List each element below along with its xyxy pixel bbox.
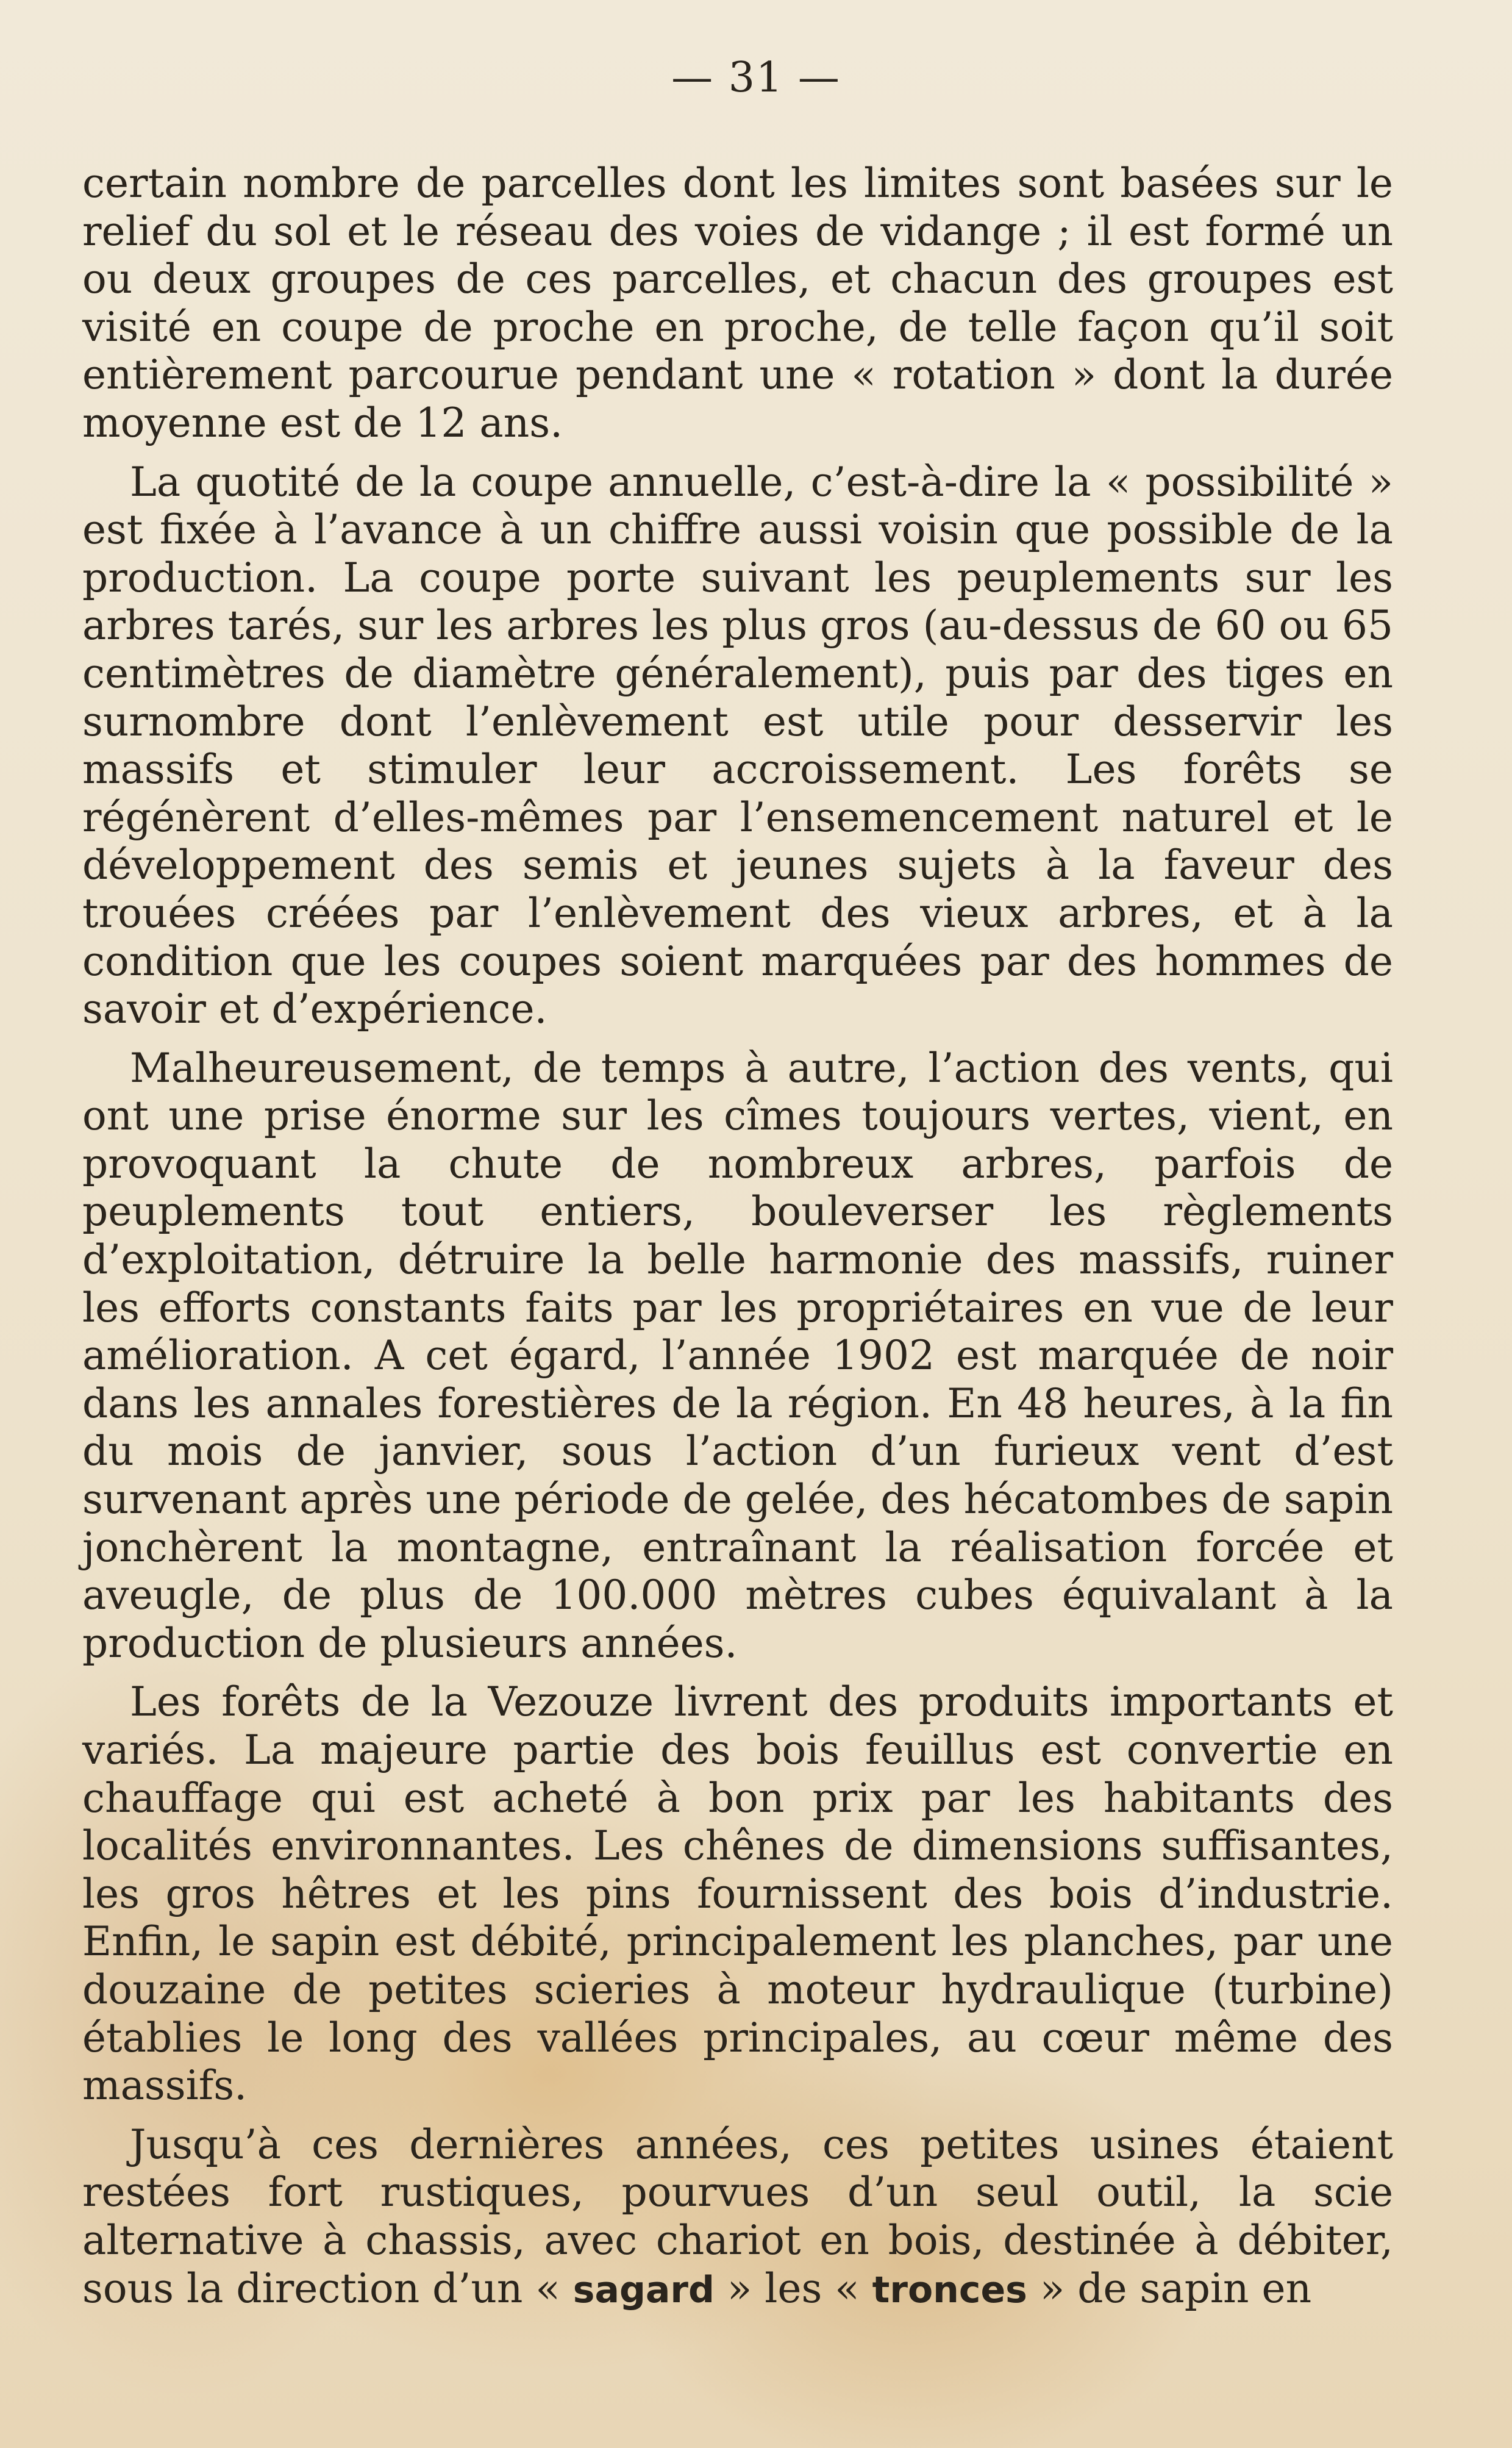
body-text [82,160,1393,2314]
paragraph-3: Malheureusement, de temps à autre, l’action des vents, qui ont une prise énorme sur les cîmes toujours vertes, vient, en provoquant la chute de nombreux arbres, parfois de peuplements tout entiers, bouleverser les règlements d’exploitation, détruire la belle harmonie des massifs, ruiner les efforts constants faits par les propriétaires en vue de leur amélioration. A cet égard, l’année 1902 est marquée de noir dans les annales forestières de la région. En 48 heures, à la fin du mois de janvier, sous l’action d’un furieux vent d’est survenant après une période de gelée, des hécatombes de sapin jonchèrent la montagne, entraînant la réalisation forcée et aveugle, de plus de 100.000 mètres cubes équivalant à la production de plusieurs années. [82,1044,1393,1667]
paragraph-5-text-middle: » les « [714,2264,872,2312]
paragraph-5-text-end: » de sapin en [1027,2264,1312,2312]
paragraph-5-text-start: Jusqu’à ces dernières années, ces petites usines étaient restées fort rustiques, pourvues d’un seul outil, la scie alternative à chassis, avec chariot en bois, destinée à débiter, sous la direction d’un « [82,2121,1393,2312]
paragraph-5 [82,2121,1393,2314]
paragraph-2: La quotité de la coupe annuelle, c’est-à-dire la « possibilité » est fixée à l’avance à un chiffre aussi voisin que possible de la production. La coupe porte suivant les peuplements sur les arbres tarés, sur les arbres les plus gros (au-dessus de 60 ou 65 centimètres de diamètre généralement), puis par des tiges en surnombre dont l’enlèvement est utile pour desservir les massifs et stimuler leur accroissement. Les forêts se régénèrent d’elles-mêmes par l’ensemencement naturel et le développement des semis et jeunes sujets à la faveur des trouées créées par l’enlèvement des vieux arbres, et à la condition que les coupes soient marquées par des hommes de savoir et d’expérience. [82,458,1393,1033]
paragraph-1: certain nombre de parcelles dont les limites sont basées sur le relief du sol et le réseau des voies de vidange ; il est formé un ou deux groupes de ces parcelles, et chacun des groupes est visité en coupe de proche en proche, de telle façon qu’il soit entièrement parcourue pendant une « rotation » dont la durée moyenne est de 12 ans. [82,160,1393,446]
term-sagard: sagard [572,2268,715,2311]
page-number: — 31 — [671,54,841,102]
term-tronces: tronces [872,2268,1027,2311]
paragraph-4: Les forêts de la Vezouze livrent des produits importants et variés. La majeure partie des bois feuillus est convertie en chauffage qui est acheté à bon prix par les habitants des localités environnantes. Les chênes de dimensions suffisantes, les gros hêtres et les pins fournissent des bois d’industrie. Enfin, le sapin est débité, principalement les planches, par une douzaine de petites scieries à moteur hydraulique (turbine) établies le long des vallées principales, au cœur même des massifs. [82,1678,1393,2110]
